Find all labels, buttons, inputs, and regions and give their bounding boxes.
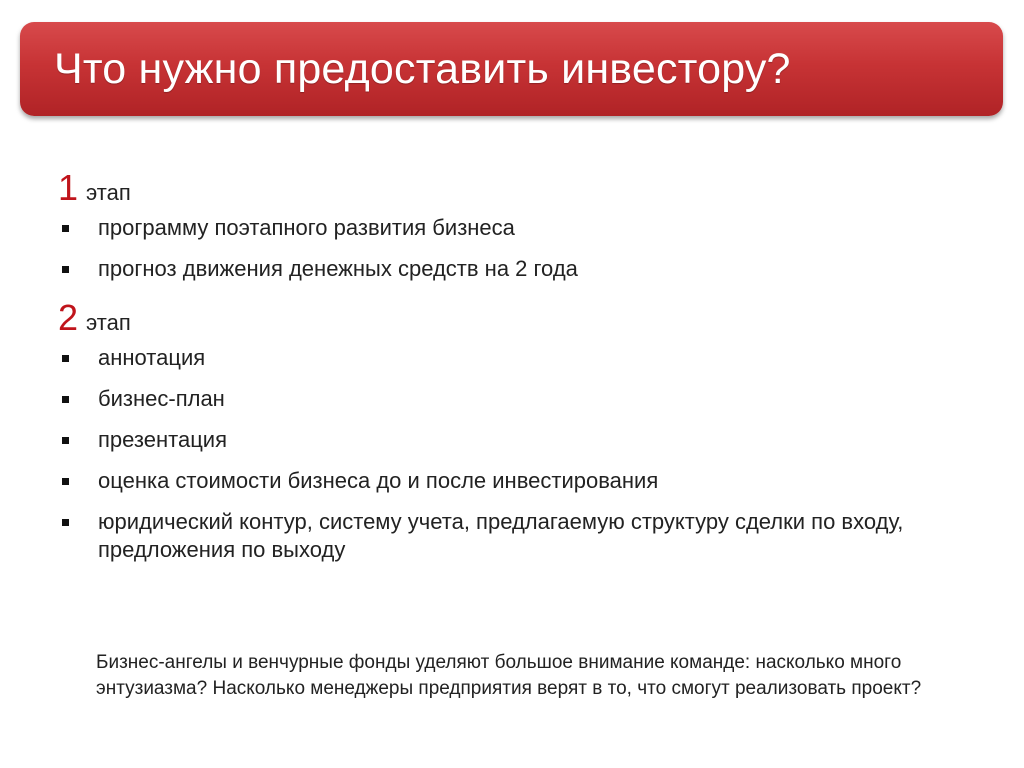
square-bullet-icon [62,478,69,485]
square-bullet-icon [62,225,69,232]
title-bar [20,22,1003,116]
list-item [58,255,978,283]
list-item-text: прогноз движения денежных средств на 2 года [98,256,578,281]
stage-label: этап [86,180,131,205]
list-item [58,426,978,454]
list-item [58,385,978,413]
square-bullet-icon [62,266,69,273]
square-bullet-icon [62,437,69,444]
stage-number: 1 [58,167,79,208]
stage-label: этап [86,310,131,335]
list-item-text: юридический контур, систему учета, предлагаемую структуру сделки по входу, предложения по выходу [98,509,904,562]
square-bullet-icon [62,519,69,526]
slide-content [58,160,978,577]
stage-1-list [58,214,978,283]
stage-2-heading [58,296,978,340]
list-item-text: программу поэтапного развития бизнеса [98,215,515,240]
stage-2-list [58,344,978,564]
list-item [58,344,978,372]
list-item-text: бизнес-план [98,386,225,411]
list-item-text: презентация [98,427,227,452]
list-item [58,508,978,564]
stage-number: 2 [58,297,79,338]
list-item-text: аннотация [98,345,206,370]
square-bullet-icon [62,355,69,362]
list-item [58,467,978,495]
stage-1-heading [58,166,978,210]
square-bullet-icon [62,396,69,403]
note-text: Бизнес-ангелы и венчурные фонды уделяют большое внимание команде: насколько много энтузиазма? Насколько менеджеры предприятия верят в то, что смогут реализовать проект? [96,652,922,699]
list-item-text: оценка стоимости бизнеса до и после инвестирования [98,468,659,493]
footer-note [96,650,976,702]
slide-title: Что нужно предоставить инвестору? [54,44,791,93]
list-item [58,214,978,242]
